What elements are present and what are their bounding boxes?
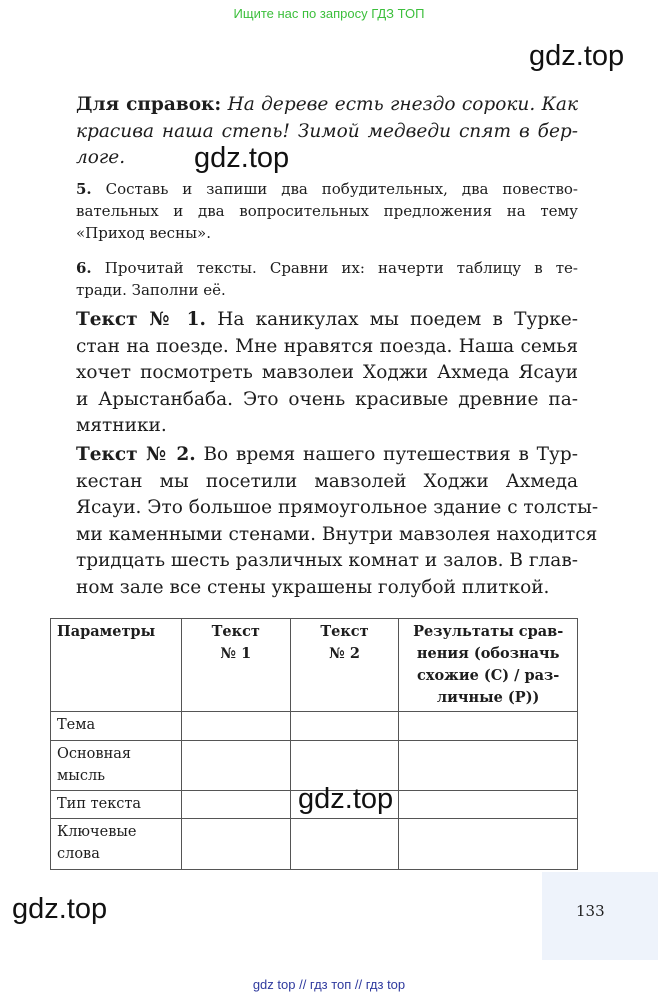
- watermark: gdz.top: [194, 142, 290, 174]
- page-number: 133: [576, 902, 605, 920]
- table-header-cell: [51, 619, 182, 712]
- table-cell: [399, 712, 578, 741]
- task-6: [76, 257, 578, 301]
- table-header-cell: [181, 619, 290, 712]
- text-line: кестан мы посетили мавзолей Ходжи Ахмеда: [76, 470, 578, 492]
- table-header-cell: [399, 619, 578, 712]
- row-label-text: Основная: [57, 746, 132, 762]
- watermark: gdz.top: [529, 40, 625, 72]
- task-text: вательных и два вопросительных предложения на тему: [76, 202, 578, 220]
- text-line: На каникулах мы поедем в Туркe-: [217, 309, 578, 330]
- text-2: [76, 442, 599, 601]
- row-label-text: мысль: [57, 768, 106, 784]
- header-text: Текст: [320, 623, 369, 640]
- text-line: Во время нашего путешествия в Тур-: [203, 444, 578, 465]
- text-line: мятники.: [76, 415, 167, 436]
- reference-line: красива наша степь! Зимой медведи спят в бер-: [76, 120, 578, 142]
- header-text: № 1: [220, 645, 252, 662]
- table-row: [51, 819, 578, 870]
- table-cell: [399, 819, 578, 870]
- bottom-banner[interactable]: gdz top // гдз топ // гдз top: [252, 977, 406, 992]
- text-line: Ясауи. Это большое прямоугольное здание с толсты-: [76, 497, 599, 518]
- header-text: нения (обозначь: [416, 645, 560, 662]
- text-label: Текст № 2.: [76, 444, 196, 465]
- watermark: gdz.top: [298, 783, 394, 815]
- table-header-cell: [290, 619, 399, 712]
- table-cell: [181, 819, 290, 870]
- table-cell: [399, 791, 578, 819]
- row-label: [51, 791, 182, 819]
- header-text: личные (Р)): [436, 689, 540, 706]
- row-label-text: Ключевые: [57, 824, 137, 840]
- task-text: Прочитай тексты. Сравни их: начерти таблицу в те-: [104, 259, 578, 277]
- header-text: № 2: [329, 645, 360, 662]
- reference-line: логе.: [76, 147, 126, 168]
- reference-label: Для справок:: [76, 94, 222, 115]
- task-text: «Приход весны».: [76, 224, 211, 242]
- table-cell: [290, 712, 399, 741]
- text-line: тридцать шесть различных комнат и залов. В глав-: [76, 550, 578, 571]
- row-label: [51, 712, 182, 741]
- text-line: стан на поезде. Мне нравятся поезда. Наша семья: [76, 335, 578, 357]
- table-cell: [399, 741, 578, 791]
- table-cell: [290, 819, 399, 870]
- row-label: [51, 819, 182, 870]
- row-label-text: слова: [57, 846, 100, 862]
- row-label-text: Тема: [57, 717, 96, 733]
- task-text: тради. Заполни её.: [76, 281, 226, 299]
- comparison-table: [50, 618, 578, 870]
- text-1: [76, 307, 578, 440]
- header-text: Параметры: [57, 623, 156, 640]
- header-text: Результаты срав-: [413, 623, 564, 640]
- task-5: [76, 178, 578, 244]
- text-label: Текст № 1.: [76, 309, 206, 330]
- task-text: Составь и запиши два побудительных, два повество-: [105, 180, 578, 198]
- table-cell: [181, 791, 290, 819]
- text-line: и Арыстанбаба. Это очень красивые древние па-: [76, 388, 578, 410]
- task-number: 5.: [76, 180, 92, 198]
- header-text: Текст: [211, 623, 260, 640]
- watermark: gdz.top: [12, 893, 108, 925]
- table-header-row: [51, 619, 578, 712]
- table-cell: [181, 741, 290, 791]
- header-text: схожие (С) / раз-: [417, 667, 560, 684]
- text-line: хочет посмотреть мавзолеи Ходжи Ахмеда Ясауи: [76, 362, 578, 383]
- reference-line: На дереве есть гнездо сороки. Как: [227, 94, 578, 115]
- table-cell: [181, 712, 290, 741]
- task-number: 6.: [76, 259, 92, 277]
- text-line: ном зале все стены украшены голубой плиткой.: [76, 576, 550, 598]
- reference-paragraph: [76, 92, 578, 172]
- top-banner[interactable]: Ищите нас по запросу ГДЗ ТОП: [233, 6, 425, 21]
- row-label: [51, 741, 182, 791]
- row-label-text: Тип текста: [57, 796, 142, 812]
- table-row: [51, 712, 578, 741]
- text-line: ми каменными стенами. Внутри мавзолея находится: [76, 523, 598, 545]
